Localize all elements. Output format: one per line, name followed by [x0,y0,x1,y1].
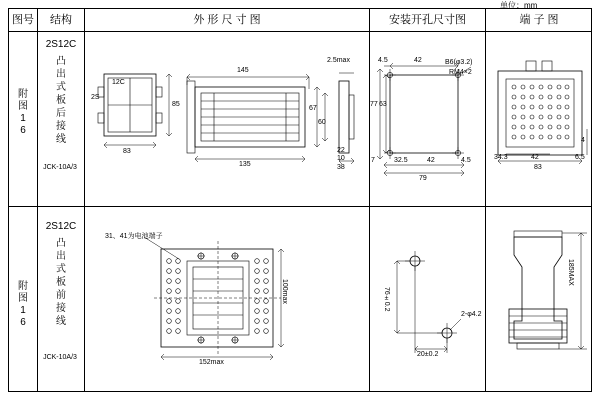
header-fig-no: 图号 [12,14,34,26]
row2-mount-2p42: 2-φ4.2 [461,311,482,318]
row1-mount-77: 77 [370,101,378,108]
row1-fig-no: 附 图 1 6 [18,89,28,136]
row1-dim-135: 135 [239,161,251,168]
row2-terminal-drawing [9,9,593,393]
row1-mount-79: 79 [419,175,427,182]
row2-mount-20: 20±0.2 [417,351,439,358]
row1-term-42: 42 [531,154,539,161]
row1-dim-10: 10 [337,155,345,162]
row2-note: 31、41为电池端子 [105,233,163,240]
header-structure: 结构 [50,14,72,26]
row1-dim-12c: 12C [112,79,125,86]
row2-dim-100max: 100max [281,279,288,304]
row2-term-185max: 185MAX [567,259,574,286]
row1-dim-145: 145 [237,67,249,74]
row1-dim-67: 67 [309,105,317,112]
row1-dim-60: 60 [318,119,326,126]
row1-mount-63: 63 [379,101,387,108]
row1-model: 2S12C [45,39,77,50]
row1-term-83: 83 [534,164,542,171]
drawing-table [8,8,592,392]
row1-mount-7: 7 [371,157,375,164]
row1-mount-45-right: 4.5 [461,157,471,164]
row1-mount-b6: B6(φ3.2) [445,59,473,66]
row1-dim-2s: 2S [91,94,100,101]
row2-series: JCK-10A/3 [43,354,77,361]
header-terminal: 端 子 图 [519,14,559,26]
row1-series: JCK-10A/3 [43,164,77,171]
row1-dim-85: 85 [172,101,180,108]
row2-mount-76: 76±0.2 [383,287,390,312]
row1-dim-22: 22 [337,147,345,154]
row1-mount-325: 32.5 [394,157,408,164]
row2-fig-no: 附 图 1 6 [18,281,28,328]
row1-dim-83: 83 [123,148,131,155]
row1-term-343: 34.3 [494,154,508,161]
row1-mount-45-left: 4.5 [378,57,388,64]
row1-mount-42-bottom: 42 [427,157,435,164]
header-outline: 外 形 尺 寸 图 [193,14,261,26]
row1-dim-38: 38 [337,164,345,171]
unit-note: 单位：mm [500,1,538,10]
row2-structure: 凸出式板前接线 [56,238,66,327]
row2-dim-152max: 152max [199,359,224,366]
header-mount: 安装开孔尺寸图 [389,14,466,26]
row1-dim-25max: 2.5max [327,57,350,64]
row1-mount-42-top: 42 [414,57,422,64]
row1-structure: 凸出式板后接线 [56,56,66,145]
row2-model: 2S12C [45,221,77,232]
row1-term-65: 6.5 [575,154,585,161]
row1-term-4: 4 [581,137,585,144]
row1-mount-rm4: RM4×2 [449,69,472,76]
